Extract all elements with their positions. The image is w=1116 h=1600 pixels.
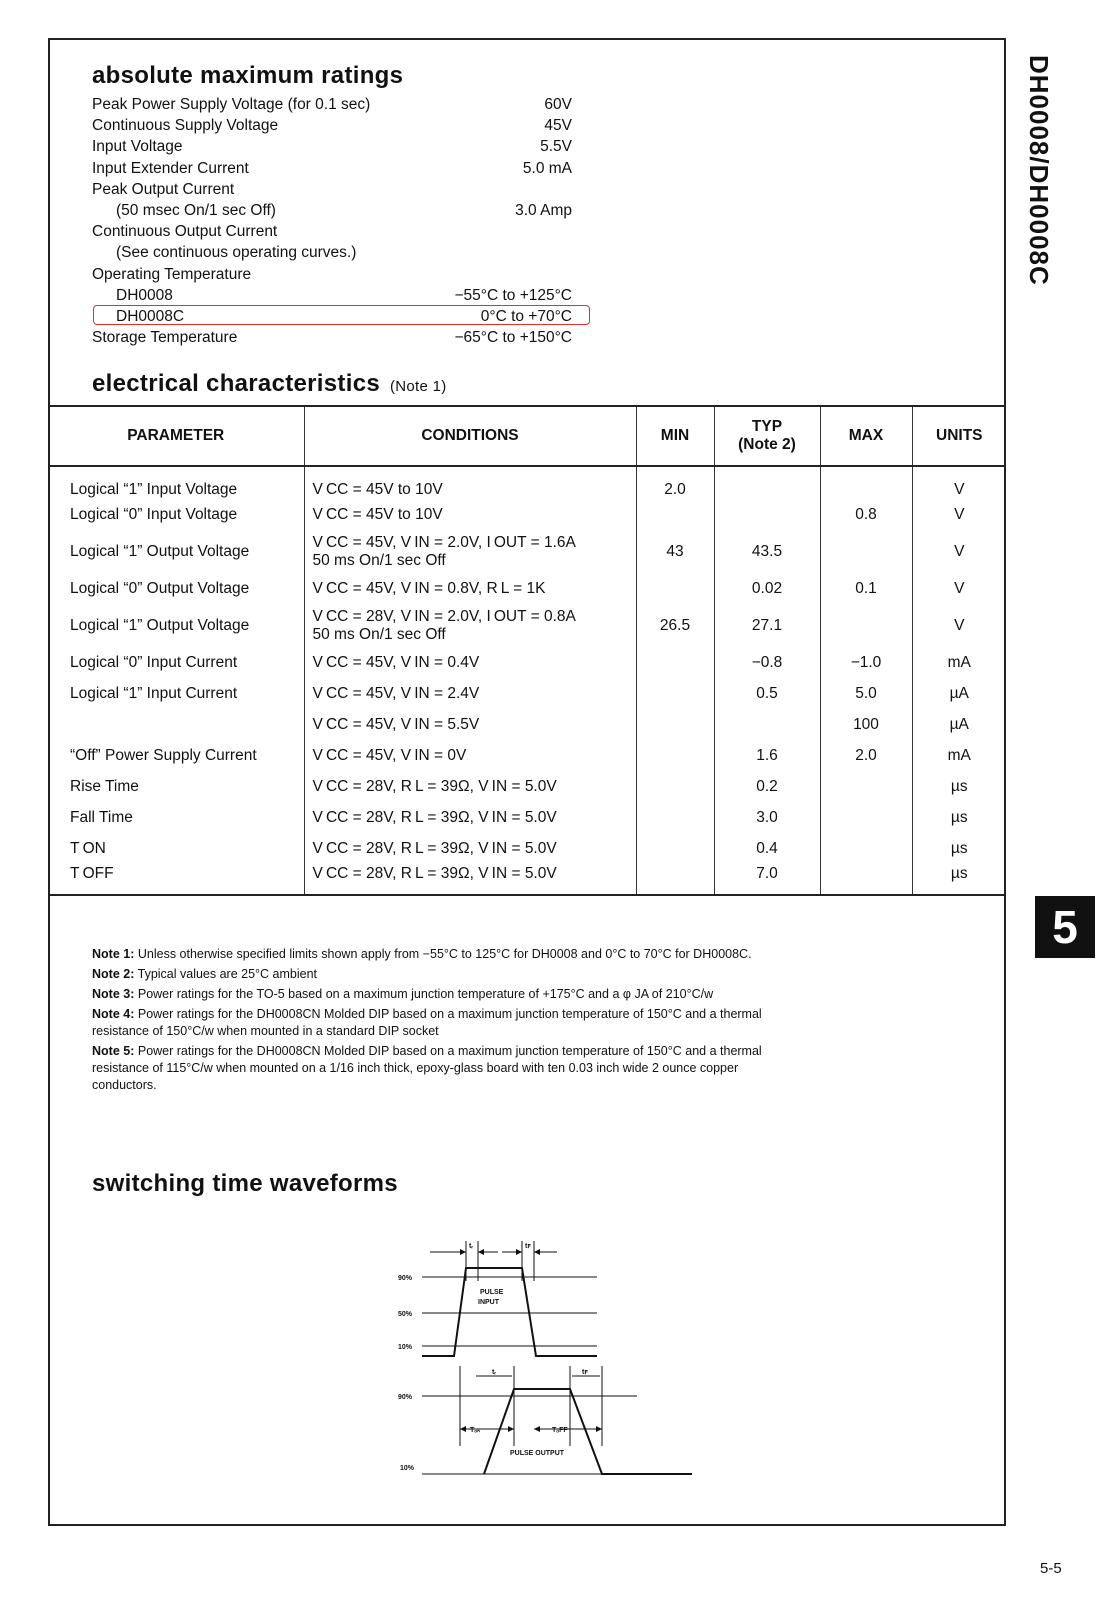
- cell-typ: 7.0: [714, 864, 820, 895]
- section-tab: 5: [1035, 896, 1095, 958]
- cell-max: 100: [820, 709, 912, 740]
- cell-conditions: [304, 466, 636, 499]
- conditions-line: V CC = 28V, R L = 39Ω, V IN = 5.0V: [312, 808, 557, 826]
- pulse-input-label: PULSE: [480, 1289, 504, 1296]
- cell-conditions: [304, 771, 636, 802]
- cell-units: µs: [912, 802, 1006, 833]
- toff-label: TₒFF: [552, 1427, 568, 1434]
- cell-max: 5.0: [820, 678, 912, 709]
- cell-conditions: [304, 864, 636, 895]
- cell-conditions: [304, 678, 636, 709]
- note-label: Note 5:: [92, 1044, 135, 1058]
- col-min: MIN: [636, 406, 714, 466]
- table-header-row: [48, 406, 1006, 466]
- ec-heading-note: (Note 1): [389, 378, 447, 395]
- table-row: [48, 709, 1006, 740]
- cell-parameter: Logical “1” Input Voltage: [70, 481, 238, 498]
- cell-min: [636, 771, 714, 802]
- table-row: [48, 833, 1006, 864]
- col-conditions: CONDITIONS: [304, 406, 636, 466]
- note-text: Power ratings for the DH0008CN Molded DIP based on a maximum junction temperature of 150°C and a thermal resistance of 150°C/w when mounted in a standard DIP socket: [92, 1007, 762, 1038]
- ton-label: Tₒₙ: [470, 1427, 480, 1434]
- cell-conditions: [304, 740, 636, 771]
- amr-row-value: 5.5V: [540, 138, 572, 156]
- conditions-line-2: 50 ms On/1 sec Off: [312, 625, 446, 643]
- table-row: [48, 604, 1006, 647]
- amr-row: [92, 200, 572, 221]
- cell-parameter: T ON: [70, 839, 106, 857]
- amr-heading: absolute maximum ratings: [92, 62, 404, 89]
- cell-max: 0.1: [820, 573, 912, 604]
- cell-conditions: [304, 833, 636, 864]
- amr-row-value: −65°C to +150°C: [454, 329, 572, 347]
- electrical-characteristics-table: [48, 405, 1006, 896]
- amr-row: [92, 179, 572, 200]
- conditions-line: V CC = 45V, V IN = 5.5V: [312, 715, 480, 733]
- table-row: [48, 864, 1006, 895]
- ec-heading: [92, 370, 447, 398]
- amr-row-label: (See continuous operating curves.): [116, 244, 357, 262]
- cell-units: V: [912, 604, 1006, 647]
- table-row: [48, 740, 1006, 771]
- conditions-line: V CC = 45V to 10V: [312, 505, 443, 523]
- cell-min: [636, 833, 714, 864]
- cell-units: µs: [912, 864, 1006, 895]
- cell-typ: 27.1: [714, 604, 820, 647]
- cell-parameter: Logical “0” Input Current: [70, 653, 238, 671]
- col-units: UNITS: [912, 406, 1006, 466]
- cell-typ: [714, 499, 820, 530]
- amr-row-value: 5.0 mA: [522, 159, 572, 177]
- cell-conditions: [304, 604, 636, 647]
- table-row: [48, 466, 1006, 499]
- cell-min: [636, 678, 714, 709]
- cell-typ: 43.5: [714, 530, 820, 573]
- cell-parameter: [48, 709, 304, 740]
- wave-in-50-label: 50%: [398, 1311, 413, 1318]
- cell-parameter: T OFF: [48, 864, 304, 895]
- col-typ-label: TYP: [751, 418, 783, 435]
- cell-max: −1.0: [820, 647, 912, 678]
- amr-row-label: Input Voltage: [92, 138, 183, 156]
- conditions-line: V CC = 45V, V IN = 2.4V: [312, 684, 480, 702]
- wave-in-tr-label: tᵣ: [469, 1243, 474, 1250]
- cell-units: V: [912, 499, 1006, 530]
- wave-in-tf-label: tꜰ: [525, 1243, 531, 1250]
- cell-max: [820, 771, 912, 802]
- table-row: [48, 647, 1006, 678]
- cell-units: µs: [912, 833, 1006, 864]
- cell-min: [636, 709, 714, 740]
- cell-min: 26.5: [636, 604, 714, 647]
- part-number-side-title: DH0008/DH0008C: [1024, 54, 1054, 286]
- amr-row-value: 3.0 Amp: [515, 201, 572, 219]
- conditions-line: V CC = 45V, V IN = 0.8V, R L = 1K: [312, 579, 546, 597]
- cell-conditions: [304, 802, 636, 833]
- col-max: MAX: [820, 406, 912, 466]
- wave-out-90-label: 90%: [398, 1394, 413, 1401]
- amr-row-label: (50 msec On/1 sec Off): [116, 201, 276, 219]
- cell-max: [820, 604, 912, 647]
- cell-units: µA: [912, 709, 1006, 740]
- cell-typ: 0.2: [714, 771, 820, 802]
- amr-row-label: Input Extender Current: [92, 159, 249, 177]
- amr-row: [92, 285, 572, 306]
- table-row: [48, 771, 1006, 802]
- cell-units: V: [912, 573, 1006, 604]
- cell-typ: 0.5: [714, 678, 820, 709]
- cell-max: [820, 802, 912, 833]
- cell-units: V: [912, 530, 1006, 573]
- wave-in-10-label: 10%: [398, 1344, 413, 1351]
- wave-out-tf-label: tꜰ: [582, 1369, 588, 1376]
- note-text: Typical values are 25°C ambient: [137, 967, 318, 981]
- note-label: Note 3:: [92, 987, 135, 1001]
- cell-min: 43: [636, 530, 714, 573]
- cell-typ: 0.4: [714, 833, 820, 864]
- note: [92, 1006, 802, 1040]
- cell-units: mA: [912, 740, 1006, 771]
- conditions-line: V CC = 28V, V IN = 2.0V, I OUT = 0.8A: [312, 607, 576, 625]
- cell-min: [636, 802, 714, 833]
- cell-parameter: Logical “1” Input Current: [70, 684, 238, 702]
- amr-row-label: Operating Temperature: [92, 265, 252, 283]
- amr-row-label: Peak Output Current: [92, 180, 235, 198]
- col-typ-note: (Note 2): [738, 436, 796, 453]
- col-typ: [714, 406, 820, 466]
- amr-row-label: DH0008C: [116, 307, 185, 325]
- cell-parameter: Logical “0” Input Voltage: [70, 505, 238, 523]
- cell-min: [636, 573, 714, 604]
- cell-parameter: Logical “0” Output Voltage: [70, 579, 250, 597]
- page-number: 5-5: [1040, 1560, 1062, 1577]
- cell-typ: [714, 709, 820, 740]
- amr-row-value: 60V: [544, 96, 572, 113]
- wave-in-90-label: 90%: [398, 1275, 413, 1282]
- table-row: [48, 573, 1006, 604]
- conditions-line: V CC = 45V, V IN = 0.4V: [312, 653, 480, 671]
- cell-max: 2.0: [820, 740, 912, 771]
- cell-units: µs: [912, 771, 1006, 802]
- cell-typ: 1.6: [714, 740, 820, 771]
- amr-row-value: −55°C to +125°C: [454, 286, 572, 304]
- amr-row: [92, 327, 572, 348]
- cell-parameter: Rise Time: [70, 777, 139, 795]
- ec-heading-text: electrical characteristics: [92, 370, 380, 397]
- table-row: [48, 802, 1006, 833]
- cell-parameter: Fall Time: [70, 808, 133, 826]
- cell-conditions: [304, 499, 636, 530]
- note-text: Power ratings for the TO-5 based on a maximum junction temperature of +175°C and a φ JA of 210°C/w: [137, 987, 714, 1001]
- pulse-input-label-2: INPUT: [478, 1299, 499, 1306]
- note: [92, 986, 802, 1003]
- wave-out-tr-label: tᵣ: [492, 1369, 497, 1376]
- conditions-line: V CC = 28V, R L = 39Ω, V IN = 5.0V: [312, 777, 557, 795]
- cell-typ: [714, 466, 820, 499]
- amr-row: [92, 221, 572, 242]
- amr-row-value: 0°C to +70°C: [480, 307, 572, 325]
- amr-row: [92, 136, 572, 157]
- cell-typ: −0.8: [714, 647, 820, 678]
- table-row: [48, 499, 1006, 530]
- cell-max: [820, 466, 912, 499]
- amr-row: [92, 264, 572, 285]
- amr-row-label: DH0008: [116, 286, 173, 304]
- cell-units: µA: [912, 678, 1006, 709]
- cell-conditions: [304, 573, 636, 604]
- conditions-line: V CC = 45V to 10V: [312, 481, 443, 498]
- conditions-line: V CC = 28V, R L = 39Ω, V IN = 5.0V: [312, 865, 557, 882]
- cell-conditions: [304, 647, 636, 678]
- amr-row: [92, 242, 572, 263]
- cell-parameter: “Off” Power Supply Current: [70, 746, 257, 764]
- cell-min: [636, 864, 714, 895]
- table-row: [48, 678, 1006, 709]
- cell-max: [820, 833, 912, 864]
- conditions-line-2: 50 ms On/1 sec Off: [312, 551, 446, 569]
- cell-max: [820, 864, 912, 895]
- conditions-line: V CC = 45V, V IN = 0V: [312, 746, 467, 764]
- cell-min: 2.0: [636, 466, 714, 499]
- note: [92, 1043, 802, 1094]
- cell-typ: 0.02: [714, 573, 820, 604]
- note: [92, 946, 802, 963]
- note-text: Power ratings for the DH0008CN Molded DIP based on a maximum junction temperature of 150°C and a thermal resistance of 115°C/w when mounted on a 1/16 inch thick, epoxy-glass board with ten 0.03 inch wide 2 ounce copper conductors.: [92, 1044, 762, 1092]
- amr-row: [92, 115, 572, 136]
- note: [92, 966, 802, 983]
- switching-waveform-diagram: [392, 1236, 692, 1486]
- switching-waveforms-heading: switching time waveforms: [92, 1170, 398, 1197]
- amr-row-label: Continuous Supply Voltage: [92, 117, 279, 135]
- cell-conditions: [304, 530, 636, 573]
- note-text: Unless otherwise specified limits shown apply from −55°C to 125°C for DH0008 and 0°C to 70°C for DH0008C.: [137, 947, 752, 961]
- note-label: Note 2:: [92, 967, 135, 981]
- cell-typ: 3.0: [714, 802, 820, 833]
- notes-block: [92, 946, 802, 1097]
- cell-min: [636, 499, 714, 530]
- cell-units: mA: [912, 647, 1006, 678]
- note-label: Note 1:: [92, 947, 135, 961]
- cell-conditions: [304, 709, 636, 740]
- cell-parameter: Logical “1” Output Voltage: [70, 616, 250, 634]
- amr-row: [92, 94, 572, 115]
- cell-min: [636, 647, 714, 678]
- amr-row-label: Continuous Output Current: [92, 223, 278, 241]
- cell-max: 0.8: [820, 499, 912, 530]
- cell-units: V: [912, 466, 1006, 499]
- dh0008c-highlight-box: [93, 305, 590, 325]
- pulse-output-label: PULSE OUTPUT: [510, 1450, 565, 1457]
- amr-row-label: Peak Power Supply Voltage (for 0.1 sec): [92, 96, 371, 113]
- wave-out-10-label: 10%: [400, 1465, 415, 1472]
- cell-min: [636, 740, 714, 771]
- amr-row: [92, 158, 572, 179]
- amr-row-label: Storage Temperature: [92, 329, 238, 347]
- note-label: Note 4:: [92, 1007, 135, 1021]
- amr-row-value: 45V: [544, 117, 572, 135]
- cell-parameter: Logical “1” Output Voltage: [70, 542, 250, 560]
- conditions-line: V CC = 45V, V IN = 2.0V, I OUT = 1.6A: [312, 533, 576, 551]
- col-parameter: PARAMETER: [48, 406, 304, 466]
- conditions-line: V CC = 28V, R L = 39Ω, V IN = 5.0V: [312, 839, 557, 857]
- table-row: [48, 530, 1006, 573]
- cell-max: [820, 530, 912, 573]
